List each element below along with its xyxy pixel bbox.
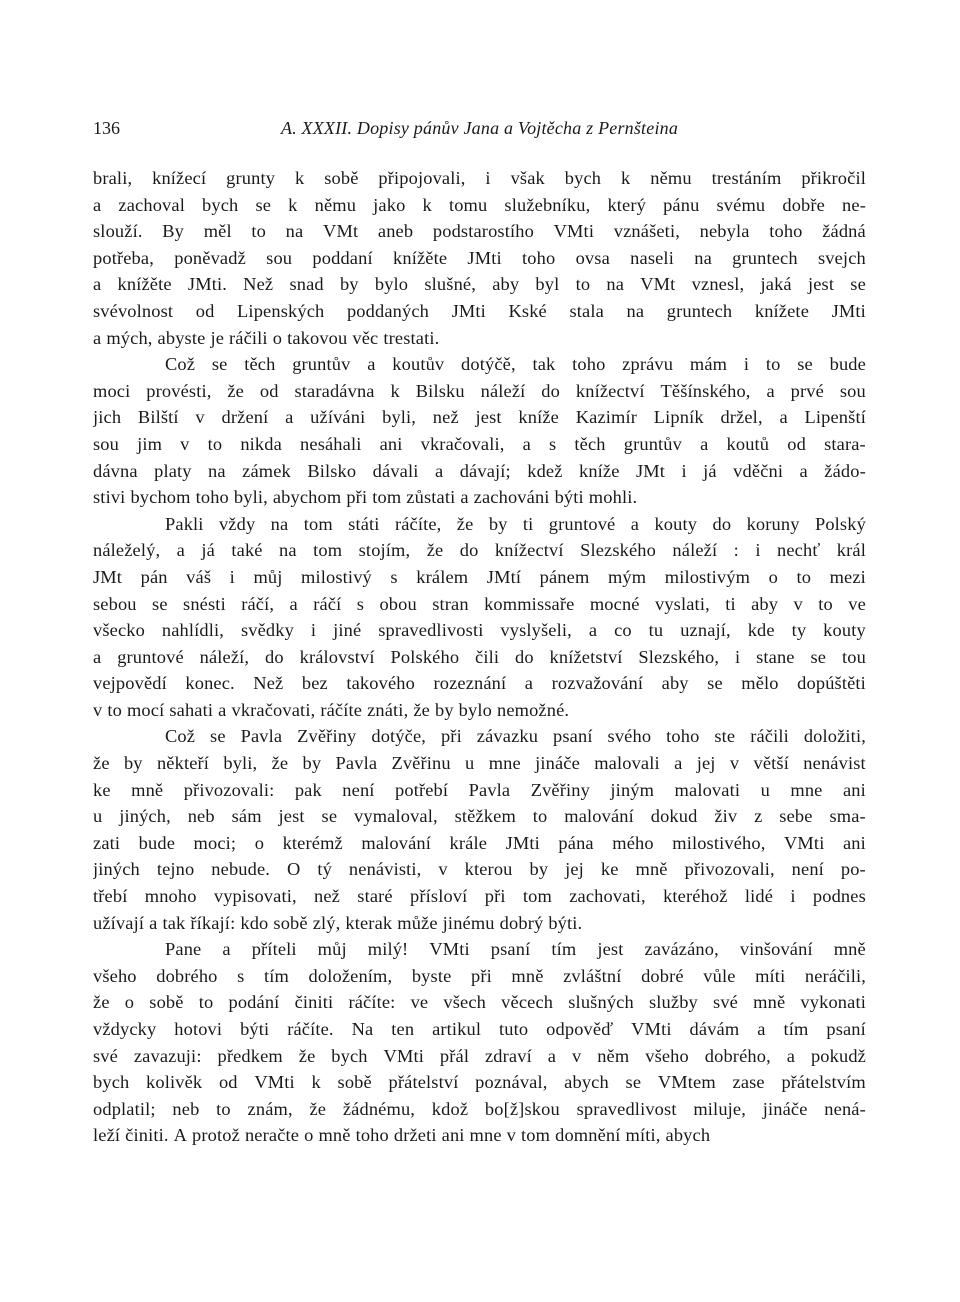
text-line: sebou se snésti ráčí, a ráčí s obou stran kommissaře mocné vyslati, ti aby v to ve <box>93 593 866 614</box>
text-line: Pakli vždy na tom státi ráčíte, že by ti gruntové a kouty do koruny Polský <box>165 513 866 534</box>
paragraph <box>93 165 866 351</box>
paragraph <box>93 511 866 724</box>
text-line: jiných tejno nebude. O tý nenávisti, v kterou by jej ke mně přivozovali, není po- <box>93 859 866 880</box>
text-line: u jiných, neb sám jest se vymaloval, stěžkem to malování dokud živ z sebe sma- <box>93 806 866 827</box>
running-title: A. XXXII. Dopisy pánův Jana a Vojtěcha z Pernšteina <box>280 118 679 138</box>
text-line: leží činiti. A protož neračte o mně toho držeti ani mne v tom domnění míti, abych <box>93 1125 711 1146</box>
text-line: Což se Pavla Zvěřiny dotýče, při závazku psaní svého toho ste ráčili doložiti, <box>165 726 866 747</box>
text-line: ke mně přivozovali: pak není potřebí Pavla Zvěřiny jiným malovati u mne ani <box>93 779 866 800</box>
text-line: že by někteří byli, že by Pavla Zvěřinu u mne jináče malovali a jej v větší nenávist <box>93 753 866 774</box>
text-line: v to mocí sahati a vkračovati, ráčíte znáti, že by bylo nemožné. <box>93 699 570 720</box>
text-line: Pane a příteli můj milý! VMti psaní tím jest zavázáno, vinšování mně <box>165 939 866 960</box>
page-header <box>93 118 866 144</box>
text-line: všecko nahlídli, svědky i jiné spravedlivosti vyslyšeli, a co tu uznají, kde ty kouty <box>93 620 866 641</box>
page-number: 136 <box>93 118 120 138</box>
text-line: vždycky hotovi býti ráčíte. Na ten artikul tuto odpověď VMti dávám a tím psaní <box>93 1019 866 1039</box>
text-line: vejpovědí konec. Než bez takového rozeznání a rozvažování aby se mělo dopúštěti <box>93 673 866 694</box>
paragraph <box>93 723 866 936</box>
text-line: brali, knížecí grunty k sobě připojovali, i však bych k němu trestáním přikročil <box>93 168 866 188</box>
text-line: dávna platy na zámek Bilsko dávali a dávají; kdež kníže JMt i já vděčni a žádo- <box>93 460 866 481</box>
text-line: a zachoval bych se k němu jako k tomu služebníku, který pánu svému dobře ne- <box>93 194 866 215</box>
text-line: stivi bychom toho byli, abychom při tom zůstati a zachováni býti mohli. <box>93 487 638 508</box>
text-line: svévolnost od Lipenských poddaných JMti Kské stala na gruntech knížete JMti <box>93 300 866 321</box>
body-text <box>93 165 866 1149</box>
text-line: bych kolivěk od VMti k sobě přátelství poznával, abych se VMtem zase přátelstvím <box>93 1072 866 1093</box>
text-line: odplatil; neb to znám, že žádnému, kdož bo[ž]skou spravedlivost miluje, jináče nená- <box>93 1098 866 1119</box>
text-line: užívají a tak říkají: kdo sobě zlý, kterak může jinému dobrý býti. <box>93 912 583 933</box>
text-line: potřeba, poněvadž sou poddaní knížěte JMti toho ovsa naseli na gruntech svejch <box>93 247 866 268</box>
text-line: slouží. By měl to na VMt aneb podstarostího VMti vznášeti, nebyla toho žádná <box>93 221 866 242</box>
text-line: všeho dobrého s tím doložením, byste při mně zvláštní dobré vůle míti neráčili, <box>93 965 866 986</box>
text-line: a mých, abyste je ráčili o takovou věc trestati. <box>93 327 440 348</box>
text-line: že o sobě to podání činiti ráčíte: ve všech věcech slušných služby své mně vykonati <box>93 992 866 1013</box>
text-line: jich Bilští v držení a užíváni byli, než jest kníže Kazimír Lipník držel, a Lipenští <box>93 407 866 428</box>
paragraph <box>93 351 866 511</box>
text-line: moci provésti, že od staradávna k Bilsku náleží do knížectví Těšínského, a prvé sou <box>93 380 866 401</box>
paragraph <box>93 936 866 1149</box>
text-line: a gruntové náleží, do království Polského čili do knížetství Slezského, i stane se tou <box>93 646 866 667</box>
text-line: své zavazuji: předkem že bych VMti přál zdraví a v něm všeho dobrého, a pokudž <box>93 1045 866 1066</box>
text-line: sou jim v to nikda nesáhali ani vkračovali, a s těch gruntův a koutů od stara- <box>93 433 866 454</box>
text-line: náleželý, a já také na tom stojím, že do knížectví Slezského náleží : i nechť král <box>93 540 866 561</box>
text-line: třebí mnoho vypisovati, než staré přísloví při tom zachovati, kteréhož lidé i podnes <box>93 886 866 907</box>
text-line: JMt pán váš i můj milostivý s králem JMtí pánem mým milostivým o to mezi <box>93 566 866 587</box>
text-line: zati bude moci; o kterémž malování krále JMti pána mého milostivého, VMti ani <box>93 832 866 853</box>
text-line: Což se těch gruntův a koutův dotýčě, tak toho zprávu mám i to se bude <box>165 354 866 375</box>
text-line: a knížěte JMti. Než snad by bylo slušné, aby byl to na VMt vznesl, jaká jest se <box>93 274 866 295</box>
